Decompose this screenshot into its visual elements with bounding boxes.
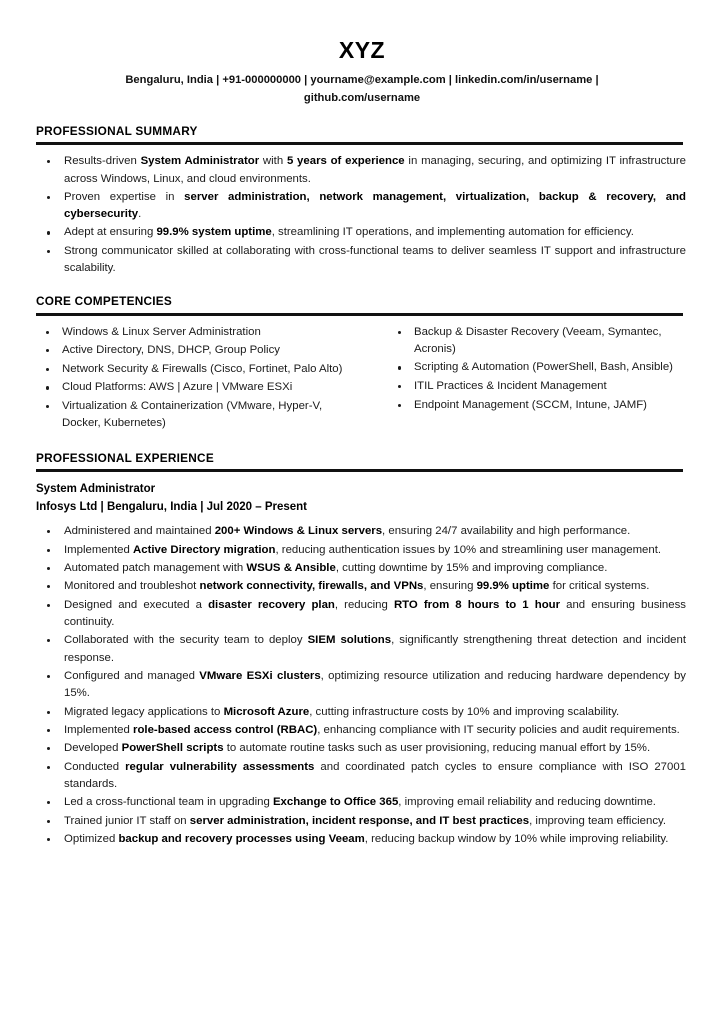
list-item: Scripting & Automation (PowerShell, Bash, Ansible) (388, 359, 688, 376)
list-item: Cloud Platforms: AWS | Azure | VMware ESXi (36, 379, 362, 396)
emphasis-text: Exchange to Office 365 (272, 796, 399, 809)
job-entry-header (36, 480, 688, 516)
body-text: Monitored and troubleshot (64, 580, 200, 593)
emphasis-text: 5 years of experience (286, 155, 405, 168)
body-text: Proven expertise in (64, 190, 185, 203)
list-item (36, 153, 688, 188)
body-text: , cutting infrastructure costs by 10% and improving scalability. (309, 705, 620, 718)
body-text: Designed and executed a (64, 598, 209, 611)
list-item (36, 560, 688, 577)
job-title: System Administrator (36, 482, 156, 495)
section-title-experience: PROFESSIONAL EXPERIENCE (36, 450, 214, 465)
list-item (36, 740, 688, 757)
body-text: Collaborated with the security team to deploy (64, 634, 308, 647)
emphasis-text: regular vulnerability assessments (125, 760, 315, 773)
list-item: Virtualization & Containerization (VMware, Hyper-V, Docker, Kubernetes) (36, 398, 362, 432)
competencies-list-right (388, 324, 688, 414)
section-professional-experience (36, 451, 688, 848)
body-text: Implemented (64, 723, 134, 736)
body-text: , reducing (334, 598, 394, 611)
job-company-location-dates: Infosys Ltd | Bengaluru, India | Jul 2020 – Present (36, 501, 308, 514)
body-text: for critical systems. (549, 580, 650, 593)
emphasis-text: Microsoft Azure (223, 705, 310, 718)
list-item (36, 704, 688, 721)
body-text: Configured and managed (64, 669, 200, 682)
body-text: , improving team efficiency. (529, 814, 667, 827)
list-item (36, 243, 688, 278)
list-item: Windows & Linux Server Administration (36, 324, 362, 341)
body-text: Results-driven (64, 155, 141, 168)
body-text: and ensuring business continuity. (64, 598, 686, 628)
list-item: Active Directory, DNS, DHCP, Group Policy (36, 342, 362, 359)
list-item (36, 668, 688, 703)
body-text: Optimized (64, 832, 119, 845)
body-text: , significantly strengthening threat detection and incident response. (64, 634, 687, 664)
list-item: Backup & Disaster Recovery (Veeam, Symantec, Acronis) (388, 324, 688, 358)
list-item (36, 632, 688, 667)
section-core-competencies (36, 294, 688, 433)
section-divider (36, 142, 683, 145)
emphasis-text: 99.9% uptime (476, 580, 550, 593)
list-item: Endpoint Management (SCCM, Intune, JAMF) (388, 397, 688, 414)
emphasis-text: 200+ Windows & Linux servers (214, 525, 383, 538)
candidate-name: XYZ (338, 37, 386, 63)
section-professional-summary (36, 124, 688, 277)
body-text: Administered and maintained (64, 525, 215, 538)
body-text: with (259, 155, 287, 168)
body-text: in managing, securing, and optimizing IT infrastructure across Windows, Linux, and cloud environments. (64, 155, 687, 185)
competencies-column-left (36, 324, 362, 434)
body-text: , ensuring (423, 580, 477, 593)
body-text: Trained junior IT staff on (64, 814, 190, 827)
body-text: Developed (64, 742, 122, 755)
emphasis-text: Active Directory migration (133, 543, 276, 556)
body-text: Adept at ensuring (64, 226, 157, 239)
resume-header (36, 0, 688, 107)
section-title-summary: PROFESSIONAL SUMMARY (36, 124, 198, 139)
body-text: Automated patch management with (64, 561, 247, 574)
list-item (36, 722, 688, 739)
body-text: Implemented (64, 543, 134, 556)
list-item (36, 224, 688, 241)
competencies-columns (36, 324, 688, 434)
body-text: Led a cross-functional team in upgrading (64, 796, 273, 809)
emphasis-text: WSUS & Ansible (246, 561, 336, 574)
body-text: Migrated legacy applications to (64, 705, 224, 718)
section-title-competencies: CORE COMPETENCIES (36, 294, 172, 309)
emphasis-text: VMware ESXi clusters (199, 669, 321, 682)
list-item: Network Security & Firewalls (Cisco, Fortinet, Palo Alto) (36, 361, 362, 378)
body-text: to automate routine tasks such as user provisioning, reducing manual effort by 15%. (223, 742, 651, 755)
list-item (36, 759, 688, 794)
body-text: and coordinated patch cycles to ensure compliance with ISO 27001 standards. (64, 760, 687, 790)
competencies-list-left (36, 324, 362, 433)
emphasis-text: SIEM solutions (307, 634, 392, 647)
body-text: , streamlining IT operations, and implementing automation for efficiency. (271, 226, 634, 239)
emphasis-text: RTO from 8 hours to 1 hour (393, 598, 561, 611)
body-text: , enhancing compliance with IT security policies and audit requirements. (317, 723, 680, 736)
body-text: , reducing authentication issues by 10% and streamlining user management. (275, 543, 662, 556)
body-text: Strong communicator skilled at collaborating with cross-functional teams to deliver seamless IT support and infrastructure scalability. (64, 244, 686, 275)
emphasis-text: System Administrator (140, 155, 260, 168)
emphasis-text: 99.9% system uptime (156, 226, 272, 239)
emphasis-text: network connectivity, firewalls, and VPNs (199, 580, 424, 593)
list-item (36, 523, 688, 540)
summary-bullet-list (36, 153, 688, 277)
list-item (36, 578, 688, 595)
emphasis-text: server administration, incident response, and IT best practices (189, 814, 530, 827)
emphasis-text: PowerShell scripts (121, 742, 224, 755)
body-text: , improving email reliability and reducing downtime. (398, 796, 656, 809)
section-divider (36, 469, 683, 472)
body-text: , ensuring 24/7 availability and high performance. (382, 525, 631, 538)
competencies-column-right (362, 324, 688, 434)
list-item (36, 831, 688, 848)
emphasis-text: backup and recovery processes using Veeam (118, 832, 365, 845)
experience-bullet-list (36, 523, 688, 848)
body-text: , cutting downtime by 15% and improving compliance. (335, 561, 608, 574)
emphasis-text: server administration, network management, virtualization, backup & recovery, and cybersecurity (64, 190, 687, 221)
emphasis-text: role-based access control (RBAC) (133, 723, 318, 736)
list-item (36, 813, 688, 830)
section-divider (36, 313, 683, 316)
list-item: ITIL Practices & Incident Management (388, 378, 688, 395)
list-item (36, 794, 688, 811)
body-text: , optimizing resource utilization and reducing hardware dependency by 15%. (64, 669, 686, 700)
contact-line: Bengaluru, India | +91-000000000 | yourname@example.com | linkedin.com/in/username | github.com/username (125, 74, 599, 104)
list-item (36, 542, 688, 559)
list-item (36, 597, 688, 632)
body-text: Conducted (64, 760, 126, 773)
body-text: . (138, 208, 142, 221)
body-text: , reducing backup window by 10% while improving reliability. (364, 832, 669, 845)
list-item (36, 189, 688, 224)
emphasis-text: disaster recovery plan (208, 598, 335, 611)
